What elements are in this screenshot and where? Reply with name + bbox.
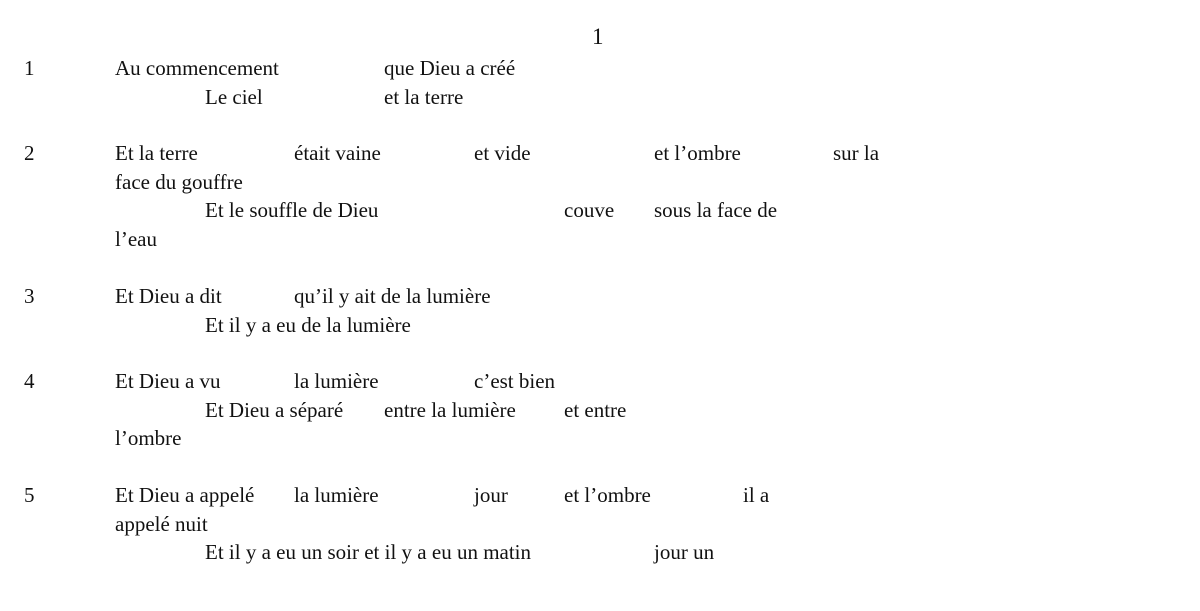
verse-text-segment: Et Dieu a vu bbox=[115, 369, 221, 393]
verse-text-segment: l’ombre bbox=[115, 426, 182, 450]
verse-text-segment: c’est bien bbox=[474, 369, 556, 393]
verse-number: 1 bbox=[24, 56, 35, 80]
verse-text-segment: Et Dieu a séparé bbox=[205, 398, 344, 422]
verse-text-segment: et vide bbox=[474, 141, 531, 165]
verse-text-segment: jour un bbox=[654, 540, 715, 564]
verse-text-segment: et entre bbox=[564, 398, 627, 422]
verse-text-segment: Le ciel bbox=[205, 85, 263, 109]
verse-text-segment: Et le souffle de Dieu bbox=[205, 198, 379, 222]
verse-text-segment: sous la face de bbox=[654, 198, 778, 222]
verse-text-segment: et l’ombre bbox=[654, 141, 741, 165]
verse-text-segment: l’eau bbox=[115, 227, 157, 251]
verse-text-segment: qu’il y ait de la lumière bbox=[294, 284, 491, 308]
verse-text-segment: couve bbox=[564, 198, 615, 222]
verse-text-segment: sur la bbox=[833, 141, 880, 165]
verse-text-segment: entre la lumière bbox=[384, 398, 516, 422]
verse-text-segment: la lumière bbox=[294, 483, 379, 507]
verse-text-segment: Et la terre bbox=[115, 141, 198, 165]
verse-text-segment: appelé nuit bbox=[115, 512, 208, 536]
verse-text-segment: face du gouffre bbox=[115, 170, 243, 194]
verse-text-segment: jour bbox=[474, 483, 508, 507]
page-number: 1 bbox=[592, 24, 604, 49]
verse-text-segment: Au commencement bbox=[115, 56, 279, 80]
verse-text-segment: était vaine bbox=[294, 141, 381, 165]
verse-text-segment: et l’ombre bbox=[564, 483, 651, 507]
verse-text-segment: Et Dieu a appelé bbox=[115, 483, 255, 507]
verse-number: 4 bbox=[24, 369, 35, 393]
verse-text-segment: Et Dieu a dit bbox=[115, 284, 222, 308]
verse-number: 3 bbox=[24, 284, 35, 308]
verse-text-segment: la lumière bbox=[294, 369, 379, 393]
verse-text-segment: que Dieu a créé bbox=[384, 56, 516, 80]
verse-text-segment: Et il y a eu un soir et il y a eu un matin bbox=[205, 540, 532, 564]
verse-text-segment: Et il y a eu de la lumière bbox=[205, 313, 411, 337]
verse-text-segment: il a bbox=[743, 483, 770, 507]
verse-number: 5 bbox=[24, 483, 35, 507]
verse-number: 2 bbox=[24, 141, 35, 165]
verse-text-segment: et la terre bbox=[384, 85, 464, 109]
